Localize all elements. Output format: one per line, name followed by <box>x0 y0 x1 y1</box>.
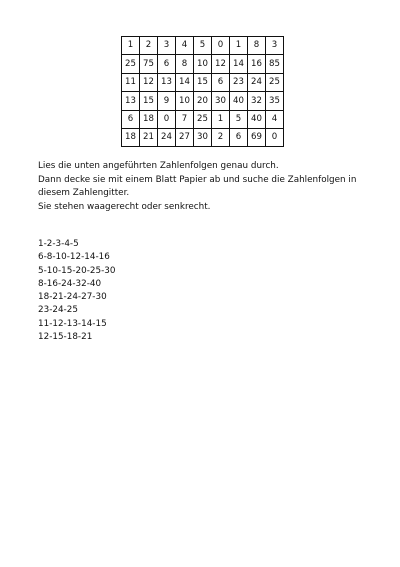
grid-cell: 2 <box>212 128 230 146</box>
number-sequence: 5-10-15-20-25-30 <box>38 265 116 276</box>
instruction-line: Lies die unten angeführten Zahlenfolgen genau durch. <box>38 161 279 171</box>
grid-cell: 24 <box>248 73 266 91</box>
grid-cell: 6 <box>230 128 248 146</box>
grid-cell: 12 <box>212 55 230 73</box>
grid-cell: 14 <box>176 73 194 91</box>
number-sequence: 12-15-18-21 <box>38 332 93 343</box>
grid-cell: 10 <box>176 92 194 110</box>
grid-cell: 1 <box>230 37 248 55</box>
grid-cell: 15 <box>194 73 212 91</box>
grid-cell: 24 <box>158 128 176 146</box>
grid-row <box>122 55 284 73</box>
grid-cell: 0 <box>158 110 176 128</box>
instruction-line: Dann decke sie mit einem Blatt Papier ab und suche die Zahlenfolgen in diesem Zahlengitter. <box>38 174 357 199</box>
grid-cell: 25 <box>266 73 284 91</box>
grid-cell: 13 <box>158 73 176 91</box>
grid-cell: 30 <box>194 128 212 146</box>
grid-cell: 3 <box>158 37 176 55</box>
grid-cell: 5 <box>194 37 212 55</box>
grid-cell: 15 <box>140 92 158 110</box>
grid-cell: 35 <box>266 92 284 110</box>
grid-cell: 20 <box>194 92 212 110</box>
grid-cell: 0 <box>266 128 284 146</box>
grid-cell: 9 <box>158 92 176 110</box>
grid-cell: 7 <box>176 110 194 128</box>
instructions <box>38 160 378 214</box>
grid-cell: 69 <box>248 128 266 146</box>
grid-cell: 8 <box>248 37 266 55</box>
grid-cell: 0 <box>212 37 230 55</box>
grid-cell: 27 <box>176 128 194 146</box>
grid-cell: 1 <box>122 37 140 55</box>
number-grid <box>121 36 284 147</box>
grid-row <box>122 73 284 91</box>
grid-cell: 8 <box>176 55 194 73</box>
grid-cell: 30 <box>212 92 230 110</box>
number-sequence: 6-8-10-12-14-16 <box>38 252 110 263</box>
number-sequence: 11-12-13-14-15 <box>38 318 107 329</box>
number-sequence-list <box>38 238 115 344</box>
number-grid-body <box>122 37 284 147</box>
grid-cell: 16 <box>248 55 266 73</box>
grid-cell: 10 <box>194 55 212 73</box>
grid-cell: 5 <box>230 110 248 128</box>
grid-row <box>122 37 284 55</box>
grid-cell: 4 <box>176 37 194 55</box>
grid-cell: 18 <box>122 128 140 146</box>
number-sequence: 8-16-24-32-40 <box>38 278 102 289</box>
grid-cell: 12 <box>140 73 158 91</box>
grid-cell: 25 <box>194 110 212 128</box>
grid-row <box>122 110 284 128</box>
grid-cell: 2 <box>140 37 158 55</box>
grid-cell: 13 <box>122 92 140 110</box>
grid-cell: 21 <box>140 128 158 146</box>
instruction-line: Sie stehen waagerecht oder senkrecht. <box>38 201 211 212</box>
grid-cell: 32 <box>248 92 266 110</box>
grid-cell: 3 <box>266 37 284 55</box>
grid-cell: 40 <box>230 92 248 110</box>
grid-cell: 14 <box>230 55 248 73</box>
number-sequence: 18-21-24-27-30 <box>38 292 107 303</box>
grid-cell: 18 <box>140 110 158 128</box>
grid-cell: 40 <box>248 110 266 128</box>
grid-cell: 4 <box>266 110 284 128</box>
grid-cell: 6 <box>122 110 140 128</box>
grid-cell: 11 <box>122 73 140 91</box>
grid-cell: 6 <box>158 55 176 73</box>
grid-cell: 23 <box>230 73 248 91</box>
number-sequence: 23-24-25 <box>38 305 78 316</box>
grid-cell: 1 <box>212 110 230 128</box>
number-sequence: 1-2-3-4-5 <box>38 239 79 249</box>
grid-cell: 25 <box>122 55 140 73</box>
grid-row <box>122 92 284 110</box>
grid-row <box>122 128 284 146</box>
grid-cell: 75 <box>140 55 158 73</box>
grid-cell: 6 <box>212 73 230 91</box>
grid-cell: 85 <box>266 55 284 73</box>
